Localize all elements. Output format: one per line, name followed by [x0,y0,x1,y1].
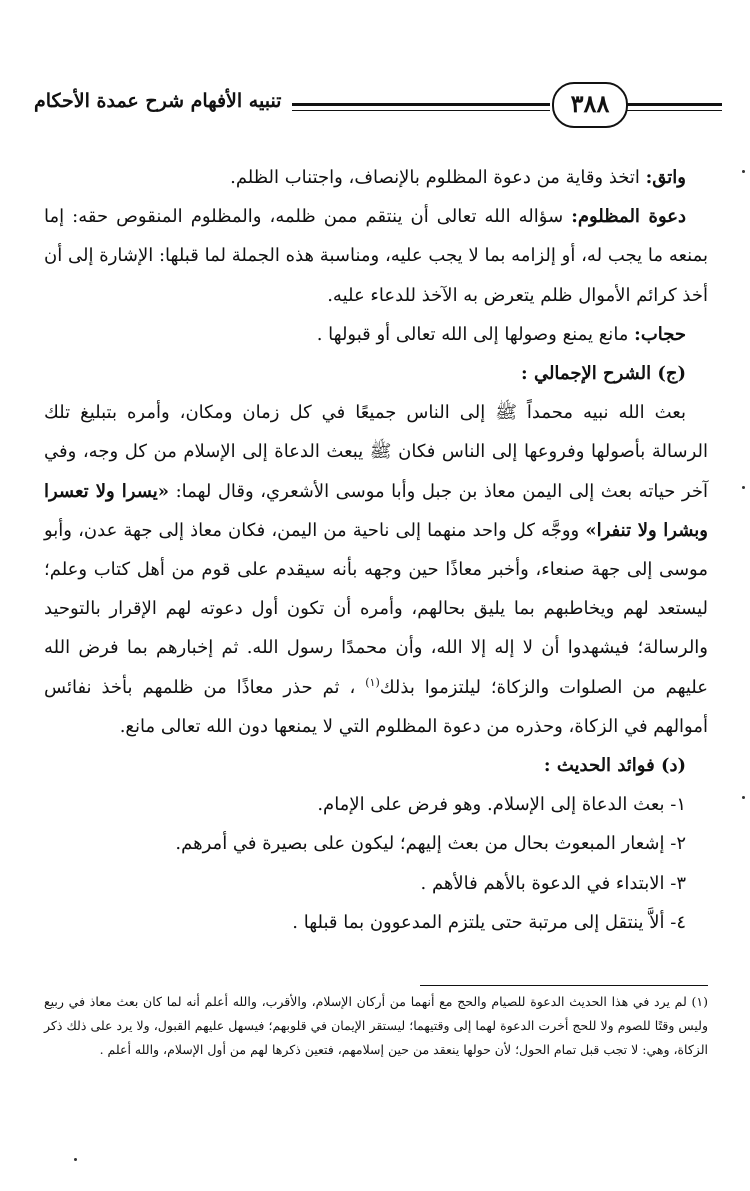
paragraph-text: مانع يمنع وصولها إلى الله تعالى أو قبولها . [316,323,635,345]
list-item: ٣- الابتداء في الدعوة بالأهم فالأهم . [420,872,686,894]
paragraph-text: بعث الله نبيه محمداً ﷺ إلى الناس جميعًا في كل زمان ومكان، وأمره بتبليغ تلك الرسالة بأصولها وفروعها إلى الناس فكان ﷺ يبعث الدعاة إلى الإسلام من كل وجه، وفي آخر حياته بعث إلى اليمن معاذ بن جبل وأبا موسى الأشعري، وقال لهما: [44,402,708,502]
term-label: دعوة المظلوم: [571,206,687,228]
margin-mark [742,796,745,799]
paragraph-text: ووجَّه كل واحد منهما إلى ناحية من اليمن، فكان معاذ إلى جهة عدن، وأبو موسى إلى جهة صنعاء، وأخبر معاذًا حين وجهه بأنه سيقدم على قوم من أهل كتاب وعلم؛ ليستعد لهم ويخاطبهم بما يليق بحالهم، وأمره أن تكون أول دعوته لهم الإقرار بالتوحيد والرسالة؛ فيشهدوا أن لا إله إلا الله، وأن محمدًا رسول الله. ثم إخبارهم بما فرض الله عليهم من الصلوات والزكاة؛ ليلتزموا بذلك [44,519,709,698]
footnote-ref[interactable]: (١) [365,675,380,689]
footnote [44,990,708,1062]
header-rule [626,110,722,111]
footnote-rule [420,985,708,986]
hadith-quote: «يسرا ولا تعسرا وبشرا ولا تنفرا» [44,480,708,541]
list-item: ١- بعث الدعاة إلى الإسلام. وهو فرض على الإمام. [317,794,686,816]
paragraph-text: اتخذ وقاية من دعوة المظلوم بالإنصاف، واجتناب الظلم. [230,167,646,188]
paragraph [44,393,708,746]
term-label: حجاب: [634,323,686,345]
footnote-text: (١) لم يرد في هذا الحديث الدعوة للصيام والحج مع أنهما من أركان الإسلام، والأقرب، والله أعلم أنه لما كان بعث معاذ في ربيع وليس وقتًا للصوم ولا للحج أخرت الدعوة لهما إلى وقتيهما؛ ليستقر الإيمان في قلوبهم؛ فيسهل عليهم القبول، ولا يرد على ذلك ذكر الزكاة، وهي: لا تجب قبل تمام الحول؛ لأن حولها ينعقد من حين إسلامهم، فتعين ذكرها لهم من أول الإسلام، والله أعلم . [44,994,708,1057]
section-heading: (ج) الشرح الإجمالي : [521,363,686,385]
header-rule [292,103,550,106]
margin-mark [742,486,745,489]
paragraph [44,158,708,197]
paragraph-text: ، ثم حذر معاذًا من ظلمهم بأخذ نفائس أموالهم في الزكاة، وحذره من دعوة المظلوم التي لا يمنعها دون الله تعالى مانع. [44,676,708,737]
header-rule [626,103,722,106]
book-title: تنبيه الأفهام شرح عمدة الأحكام [34,90,282,112]
running-header [30,80,720,130]
section-heading: (د) فوائد الحديث : [543,755,686,777]
margin-mark [74,1158,77,1161]
page-number: ٣٨٨ [552,82,628,128]
paragraph [44,197,708,315]
term-label: واتق: [645,167,686,188]
paragraph [44,315,708,354]
benefits-list [44,785,708,942]
margin-mark [742,170,745,173]
list-item: ٢- إشعار المبعوث بحال من بعث إليهم؛ ليكون على بصيرة في أمرهم. [175,833,686,855]
list-item: ٤- ألاَّ ينتقل إلى مرتبة حتى يلتزم المدعوون بما قبلها . [292,911,686,933]
paragraph-text: سؤاله الله تعالى أن ينتقم ممن ظلمه، والمظلوم المنقوص حقه: إما بمنعه ما يجب له، أو إلزامه بما لا يجب عليه، ومناسبة هذه الجملة لما قبلها: الإشارة إلى أن أخذ كرائم الأموال ظلم يتعرض به الآخذ للدعاء عليه. [44,206,708,306]
main-text [44,158,708,942]
header-rule [292,110,550,111]
